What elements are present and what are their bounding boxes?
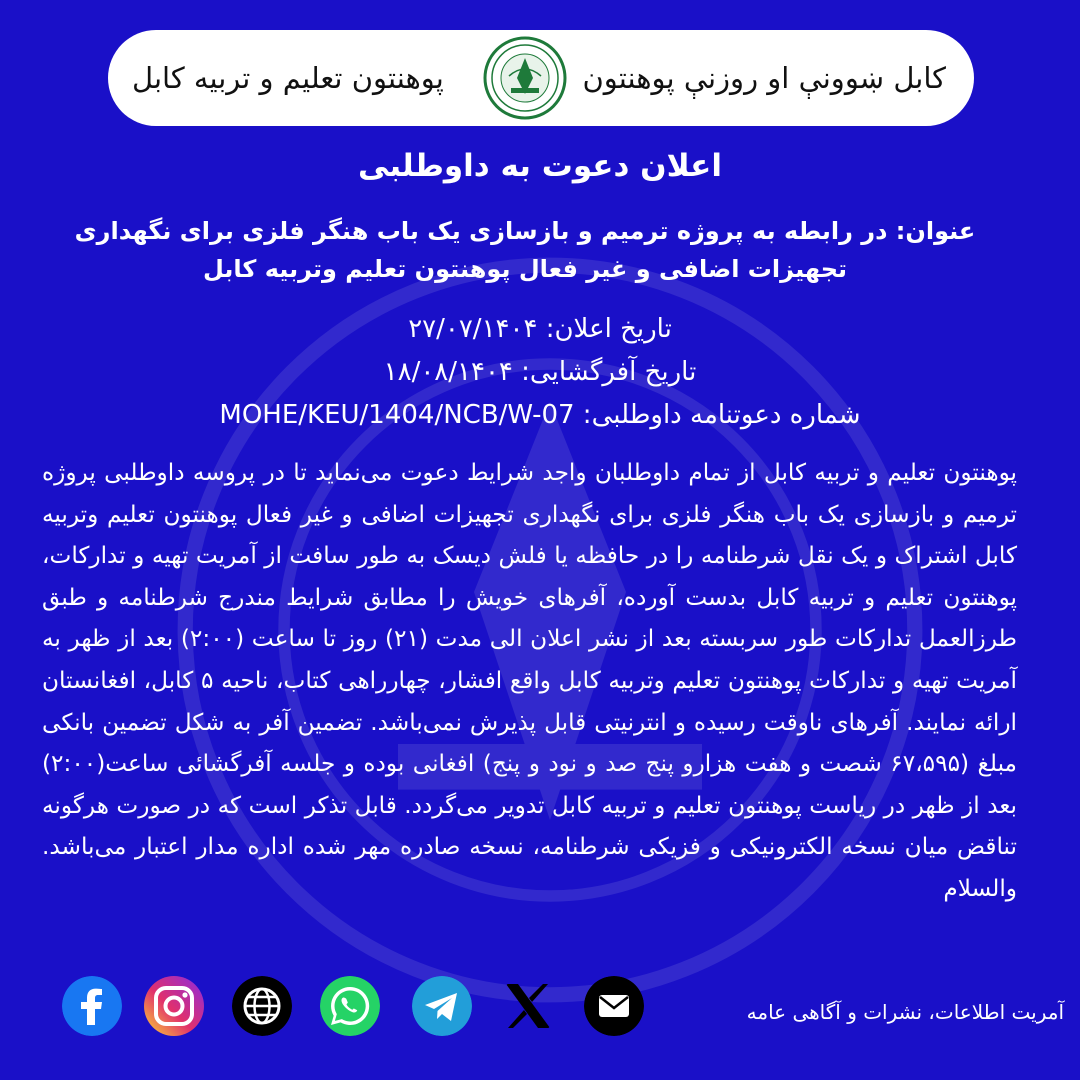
x-icon[interactable] bbox=[498, 976, 558, 1036]
bid-number: شماره دعوتنامه داوطلبی: MOHE/KEU/1404/NCB/W-07 bbox=[219, 400, 861, 430]
announce-date: تاریخ اعلان: ۲۷/۰۷/۱۴۰۴ bbox=[408, 314, 672, 344]
announcement-subject: عنوان: در رابطه به پروژه ترمیم و بازسازی یک باب هنگر فلزی برای نگهداری تجهیزات اضافی و غیر فعال پوهنتون تعلیم وتربیه کابل bbox=[74, 217, 976, 283]
website-globe-icon[interactable] bbox=[232, 976, 292, 1036]
opening-date: تاریخ آفرگشایی: ۱۸/۰۸/۱۴۰۴ bbox=[383, 357, 697, 387]
university-logo-icon bbox=[483, 36, 567, 120]
header-university-dari: پوهنتون تعلیم و تربیه کابل bbox=[132, 61, 444, 95]
footer-department-label: آمریت اطلاعات، نشرات و آگاهی عامه bbox=[746, 1000, 1064, 1024]
facebook-icon[interactable] bbox=[62, 976, 122, 1036]
social-links bbox=[62, 976, 662, 1040]
header-bar bbox=[108, 30, 974, 126]
whatsapp-icon[interactable] bbox=[320, 976, 380, 1036]
telegram-icon[interactable] bbox=[412, 976, 472, 1036]
instagram-icon[interactable] bbox=[144, 976, 204, 1036]
announcement-body: پوهنتون تعلیم و تربیه کابل از تمام داوطلبان واجد شرایط دعوت می‌نماید تا در پروسه داوطلبی پروژه ترمیم و بازسازی یک باب هنگر فلزی برای نگهداری تجهیزات اضافی و غیر فعال پوهنتون تعلیم وتربیه کابل اشتراک و یک نقل شرطنامه را در حافظه یا فلش دیسک به طور سافت از آمریت تهیه و تدارکات، پوهنتون تعلیم و تربیه کابل بدست آورده، آفرهای خویش را مطابق شرایط مندرج شرطنامه و طبق طرزالعمل تدارکات طور سربسته بعد از نشر اعلان الی مدت (۲۱) روز تا ساعت (۲:۰۰) بعد از ظهر به آمریت تهیه و تدارکات پوهنتون تعلیم وتربیه کابل واقع افشار، چهارراهی کتاب، ناحیه ۵ کابل، افغانستان ارائه نمایند. آفرهای ناوقت رسیده و انترنیتی قابل پذیرش نمی‌باشد. تضمین آفر به شکل تضمین بانکی مبلغ (۶۷،۵۹۵ شصت و هفت هزارو پنج صد و نود و پنج) افغانی بوده و جلسه آفرگشائی ساعت(۲:۰۰) بعد از ظهر در ریاست پوهنتون تعلیم و تربیه کابل تدویر می‌گردد. قابل تذکر است که در صورت هرگونه تناقض میان نسخه الکترونیکی و فزیکی شرطنامه، نسخه صادره مهر شده اداره مدار اعتبار می‌باشد. والسلام bbox=[42, 459, 1017, 902]
email-icon[interactable] bbox=[584, 976, 644, 1036]
header-university-pashto: کابل ښوونې او روزنې پوهنتون bbox=[582, 61, 946, 95]
announcement-title: اعلان دعوت به داوطلبی bbox=[358, 148, 722, 184]
announcement-meta bbox=[60, 308, 1020, 437]
